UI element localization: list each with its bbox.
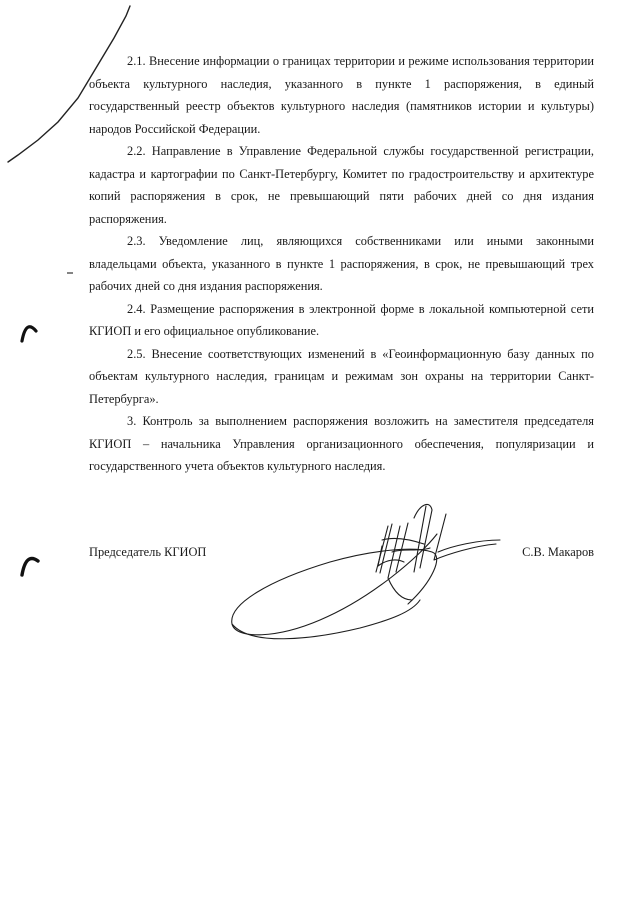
paragraph-2-2: 2.2. Направление в Управление Федеральной службы государственной регистрации, кадастра и картографии по Санкт-Петербургу, Комитет по градостроительству и архитектуре копий распоряжения в срок, не превышающий пяти рабочих дней со дня издания распоряжения. <box>89 144 594 226</box>
paragraph-2-5: 2.5. Внесение соответствующих изменений в «Геоинформационную базу данных по объектам культурного наследия, границам и режимам зон охраны на территории Санкт-Петербурга». <box>89 346 594 406</box>
paragraph-2-4: 2.4. Размещение распоряжения в электронной форме в локальной компьютерной сети КГИОП и его официальное опубликование. <box>89 301 594 338</box>
signatory-name: С.В. Макаров <box>522 545 594 559</box>
signature-block <box>89 541 594 563</box>
binding-mark-lower <box>22 558 38 575</box>
paragraph-2-3: 2.3. Уведомление лиц, являющихся собственниками или иными законными владельцами объекта, указанного в пункте 1 распоряжения, в срок, не превышающий трех рабочих дней со дня издания распоряжения. <box>89 234 594 293</box>
paragraph-3: 3. Контроль за выполнением распоряжения возложить на заместителя председателя КГИОП – начальника Управления организационного обеспечения, популяризации и государственного учета объектов культурного наследия. <box>89 414 594 473</box>
handwritten-signature <box>232 504 500 638</box>
binding-mark-upper <box>22 327 36 341</box>
paragraph-2-1: 2.1. Внесение информации о границах территории и режиме использования территории объекта культурного наследия, указанного в пункте 1 распоряжения, в единый государственный реестр объектов культурного наследия (памятников истории и культуры) народов Российской Федерации. <box>89 54 594 136</box>
signatory-title: Председатель КГИОП <box>89 545 207 559</box>
document-body <box>89 50 594 478</box>
